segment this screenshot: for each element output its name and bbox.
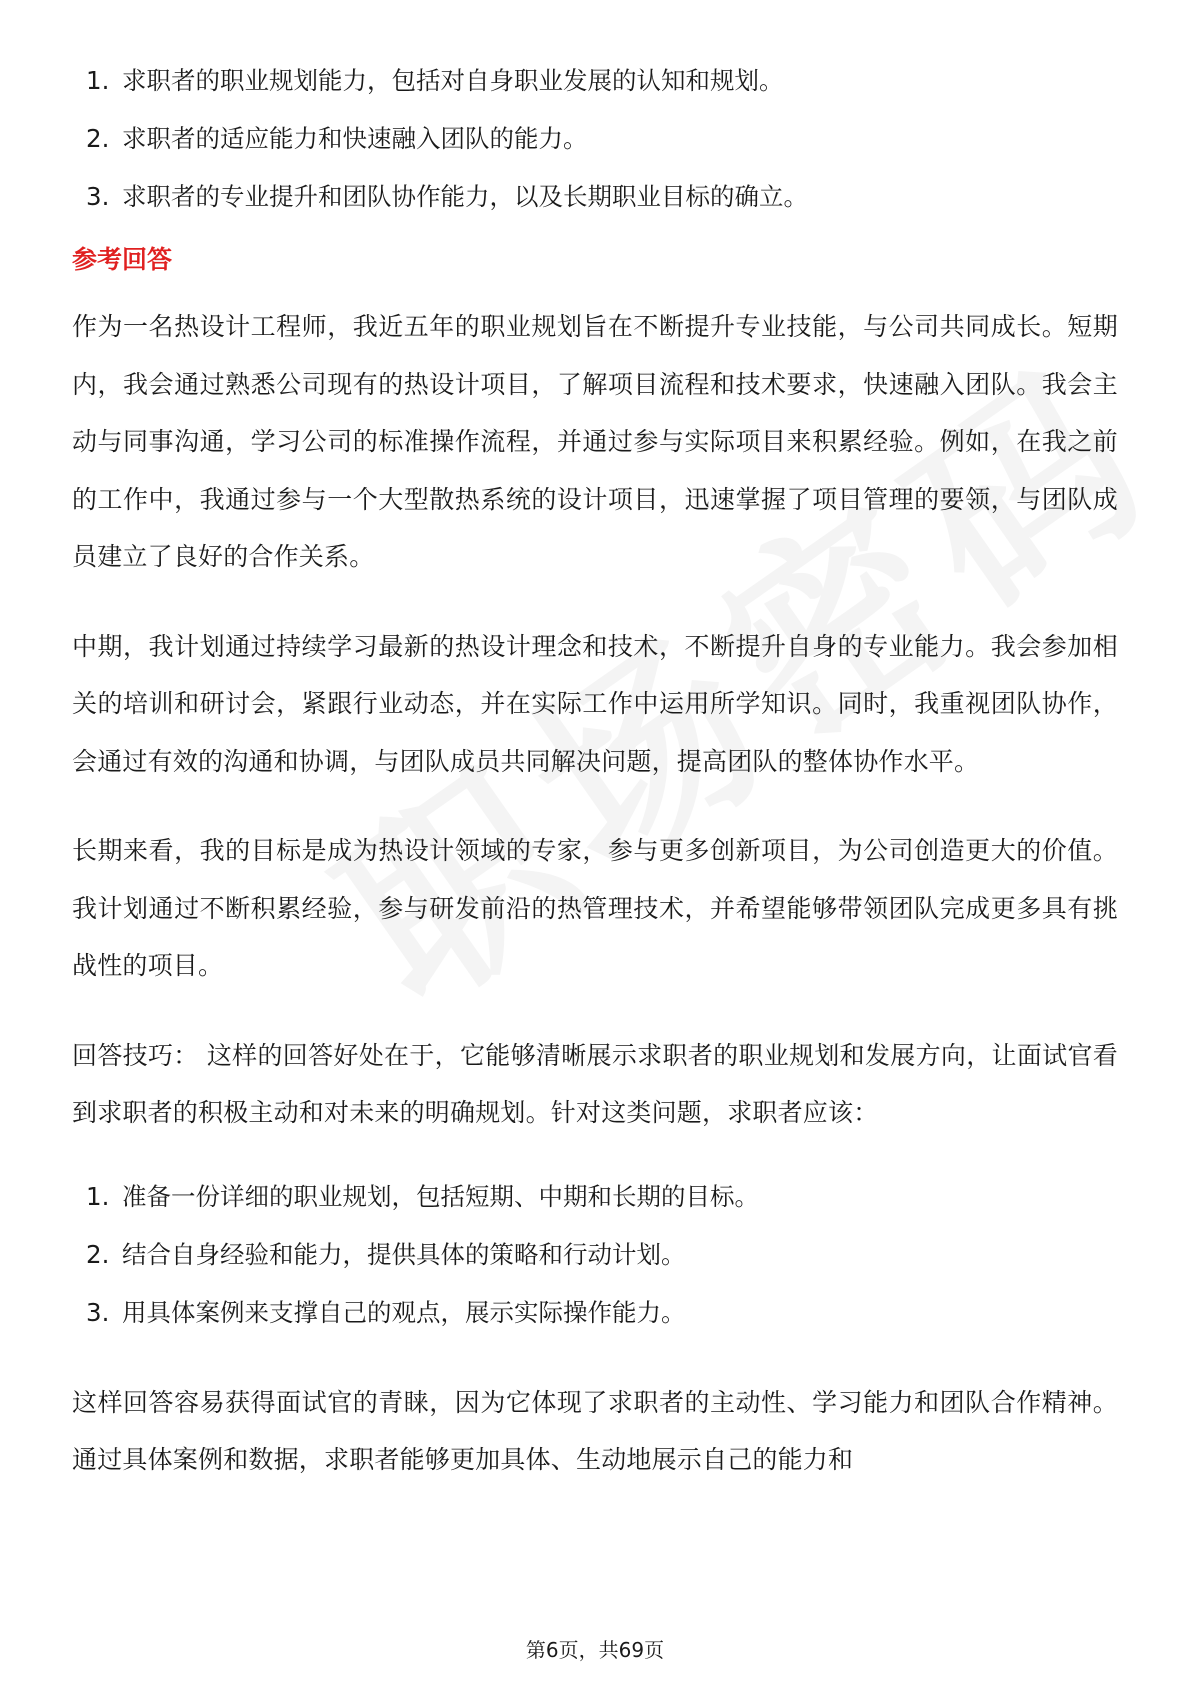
list-number: 3. [86, 182, 110, 211]
list-text: 用具体案例来支撑自己的观点，展示实际操作能力。 [122, 1297, 686, 1327]
question-focus-list [72, 52, 1118, 226]
list-item [72, 168, 1118, 226]
document-body [72, 52, 1118, 1489]
list-text: 结合自身经验和能力，提供具体的策略和行动计划。 [122, 1239, 686, 1269]
list-number: 2. [86, 124, 110, 153]
answer-tips-paragraph: 回答技巧： 这样的回答好处在于，它能够清晰展示求职者的职业规划和发展方向，让面试官看到求职者的积极主动和对未来的明确规划。针对这类问题，求职者应该： [72, 1040, 1118, 1127]
section-heading: 参考回答 [72, 245, 173, 274]
list-text: 准备一份详细的职业规划，包括短期、中期和长期的目标。 [122, 1181, 759, 1211]
list-item [72, 110, 1118, 168]
list-text: 求职者的适应能力和快速融入团队的能力。 [122, 124, 588, 153]
list-number: 3. [86, 1297, 110, 1327]
list-text: 求职者的专业提升和团队协作能力，以及长期职业目标的确立。 [122, 182, 808, 211]
tips-list [72, 1168, 1118, 1342]
page-footer: 第6页，共69页 [525, 1638, 665, 1662]
list-text: 求职者的职业规划能力，包括对自身职业发展的认知和规划。 [122, 66, 784, 95]
list-item [72, 52, 1118, 110]
list-number: 2. [86, 1239, 110, 1269]
list-item [72, 1284, 1118, 1342]
list-item [72, 1168, 1118, 1226]
list-item [72, 1226, 1118, 1284]
answer-paragraph-mid-term: 中期，我计划通过持续学习最新的热设计理念和技术，不断提升自身的专业能力。我会参加相关的培训和研讨会，紧跟行业动态，并在实际工作中运用所学知识。同时，我重视团队协作，会通过有效的沟通和协调，与团队成员共同解决问题，提高团队的整体协作水平。 [72, 631, 1118, 776]
list-number: 1. [86, 1181, 110, 1211]
answer-paragraph-short-term: 作为一名热设计工程师，我近五年的职业规划旨在不断提升专业技能，与公司共同成长。短期内，我会通过熟悉公司现有的热设计项目，了解项目流程和技术要求，快速融入团队。我会主动与同事沟通，学习公司的标准操作流程，并通过参与实际项目来积累经验。例如，在我之前的工作中，我通过参与一个大型散热系统的设计项目，迅速掌握了项目管理的要领，与团队成员建立了良好的合作关系。 [72, 312, 1118, 571]
list-number: 1. [86, 66, 110, 95]
closing-paragraph: 这样回答容易获得面试官的青睐，因为它体现了求职者的主动性、学习能力和团队合作精神。通过具体案例和数据，求职者能够更加具体、生动地展示自己的能力和 [72, 1387, 1118, 1474]
answer-paragraph-long-term: 长期来看，我的目标是成为热设计领域的专家，参与更多创新项目，为公司创造更大的价值。我计划通过不断积累经验，参与研发前沿的热管理技术，并希望能够带领团队完成更多具有挑战性的项目。 [72, 836, 1118, 980]
